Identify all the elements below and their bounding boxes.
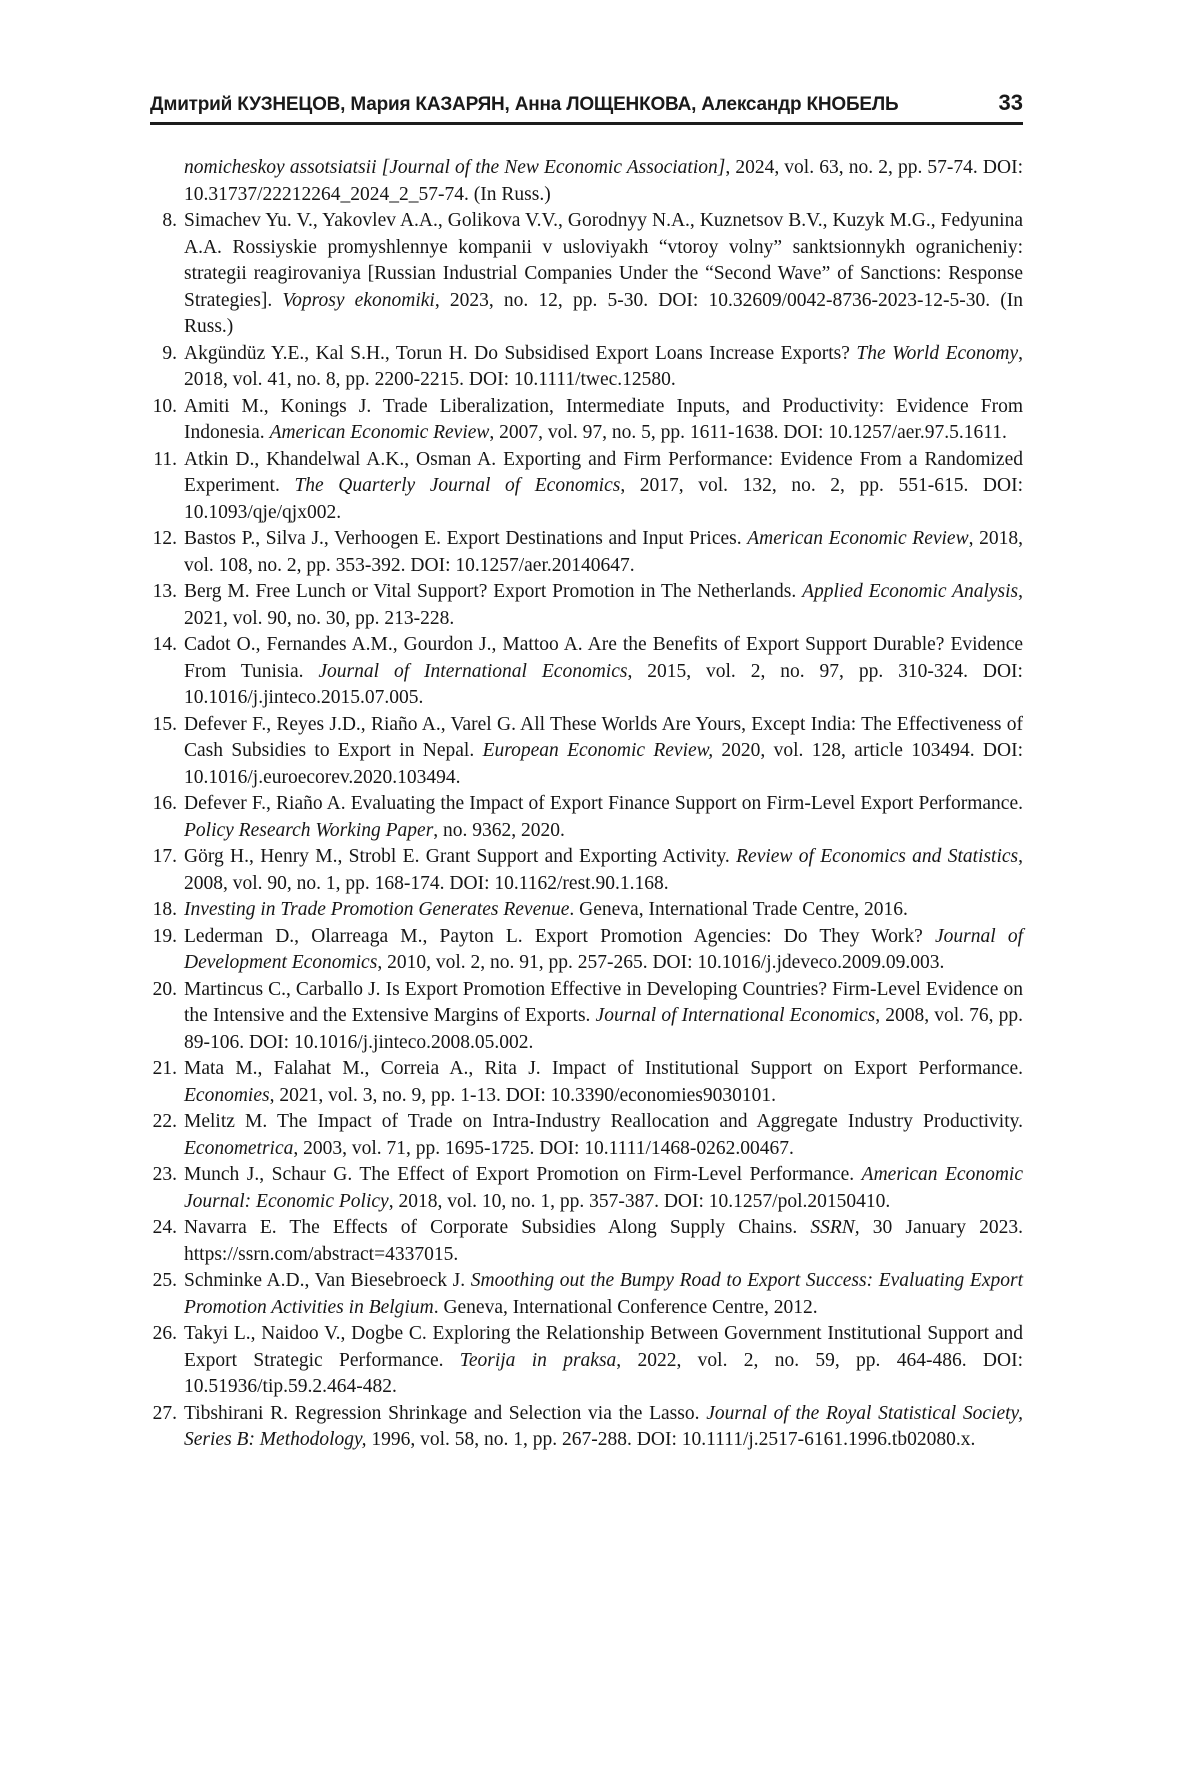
reference-text: Melitz M. The Impact of Trade on Intra-Industry Reallocation and Aggregate Industry Productivity. Econometrica, 2003, vol. 71, pp. 1695-1725. DOI: 10.1111/1468-0262.00467.	[184, 1111, 1023, 1159]
reference-item	[150, 632, 1023, 712]
reference-text: Navarra E. The Effects of Corporate Subsidies Along Supply Chains. SSRN, 30 January 2023. https://ssrn.com/abstract=4337015.	[184, 1217, 1023, 1265]
reference-text: Defever F., Riaño A. Evaluating the Impact of Export Finance Support on Firm-Level Export Performance. Policy Research Working Paper, no. 9362, 2020.	[184, 793, 1023, 841]
reference-item	[150, 791, 1023, 844]
reference-text: Atkin D., Khandelwal A.K., Osman A. Exporting and Firm Performance: Evidence From a Randomized Experiment. The Quarterly Journal of Economics, 2017, vol. 132, no. 2, pp. 551-615. DOI: 10.1093/qje/qjx002.	[184, 448, 1023, 523]
reference-item	[150, 341, 1023, 394]
reference-number: 27.	[152, 1402, 177, 1424]
reference-text: Tibshirani R. Regression Shrinkage and Selection via the Lasso. Journal of the Royal Statistical Society, Series B: Methodology, 1996, vol. 58, no. 1, pp. 267-288. DOI: 10.1111/j.2517-6161.1996.tb02080.x.	[184, 1402, 1023, 1450]
reference-number: 23.	[152, 1164, 177, 1185]
reference-item	[150, 447, 1023, 527]
reference-number: 21.	[152, 1058, 177, 1079]
reference-number: 9.	[162, 342, 177, 364]
reference-number: 24.	[152, 1217, 177, 1238]
reference-number: 14.	[152, 634, 177, 655]
reference-item	[150, 712, 1023, 792]
references-list	[150, 155, 1023, 1454]
page-number: 33	[998, 90, 1023, 115]
reference-number: 10.	[152, 395, 177, 417]
reference-item	[150, 1401, 1023, 1454]
reference-item	[150, 1162, 1023, 1215]
reference-number: 19.	[152, 925, 177, 947]
reference-number: 12.	[152, 528, 177, 549]
reference-text: Lederman D., Olarreaga M., Payton L. Export Promotion Agencies: Do They Work? Journal of Development Economics, 2010, vol. 2, no. 91, pp. 257-265. DOI: 10.1016/j.jdeveco.2009.09.003.	[184, 925, 1023, 973]
reference-item	[150, 924, 1023, 977]
reference-text: Cadot O., Fernandes A.M., Gourdon J., Mattoo A. Are the Benefits of Export Support Durable? Evidence From Tunisia. Journal of International Economics, 2015, vol. 2, no. 97, pp. 310-324. DOI: 10.1016/j.jinteco.2015.07.005.	[184, 634, 1023, 708]
reference-text: Defever F., Reyes J.D., Riaño A., Varel G. All These Worlds Are Yours, Except India: The Effectiveness of Cash Subsidies to Export in Nepal. European Economic Review, 2020, vol. 128, article 103494. DOI: 10.1016/j.euroecorev.2020.103494.	[184, 713, 1023, 788]
reference-item	[150, 844, 1023, 897]
reference-text: Munch J., Schaur G. The Effect of Export Promotion on Firm-Level Performance. American Economic Journal: Economic Policy, 2018, vol. 10, no. 1, pp. 357-387. DOI: 10.1257/pol.20150410.	[184, 1164, 1023, 1212]
reference-number: 20.	[152, 978, 177, 1000]
reference-item	[150, 1109, 1023, 1162]
reference-number: 17.	[152, 846, 177, 867]
reference-item	[150, 977, 1023, 1057]
reference-number: 8.	[162, 210, 177, 231]
reference-item	[150, 526, 1023, 579]
reference-item	[150, 1056, 1023, 1109]
reference-text: Görg H., Henry M., Strobl E. Grant Support and Exporting Activity. Review of Economics and Statistics, 2008, vol. 90, no. 1, pp. 168-174. DOI: 10.1162/rest.90.1.168.	[184, 846, 1024, 894]
reference-item	[150, 897, 1023, 924]
reference-item	[150, 1215, 1023, 1268]
reference-item	[150, 208, 1023, 341]
reference-text: nomicheskoy assotsiatsii [Journal of the New Economic Association], 2024, vol. 63, no. 2, pp. 57-74. DOI: 10.31737/22212264_2024_2_57-74. (In Russ.)	[184, 157, 1023, 205]
reference-number: 11.	[153, 448, 177, 470]
reference-number: 16.	[152, 793, 177, 814]
reference-text: Bastos P., Silva J., Verhoogen E. Export Destinations and Input Prices. American Economic Review, 2018, vol. 108, no. 2, pp. 353-392. DOI: 10.1257/aer.20140647.	[184, 528, 1023, 576]
reference-text: Schminke A.D., Van Biesebroeck J. Smoothing out the Bumpy Road to Export Success: Evaluating Export Promotion Activities in Belgium. Geneva, International Conference Centre, 2012.	[184, 1270, 1023, 1318]
reference-text: Amiti M., Konings J. Trade Liberalization, Intermediate Inputs, and Productivity: Evidence From Indonesia. American Economic Review, 2007, vol. 97, no. 5, pp. 1611-1638. DOI: 10.1257/aer.97.5.1611.	[184, 395, 1023, 443]
reference-number: 15.	[152, 713, 177, 735]
reference-text: Mata M., Falahat M., Correia A., Rita J. Impact of Institutional Support on Export Performance. Economies, 2021, vol. 3, no. 9, pp. 1-13. DOI: 10.3390/economies9030101.	[184, 1058, 1023, 1106]
reference-text: Berg M. Free Lunch or Vital Support? Export Promotion in The Netherlands. Applied Economic Analysis, 2021, vol. 90, no. 30, pp. 213-228.	[184, 581, 1023, 629]
reference-item	[150, 1321, 1023, 1401]
reference-item	[150, 579, 1023, 632]
reference-number: 26.	[152, 1323, 177, 1344]
page-header	[150, 90, 1023, 125]
reference-text: Investing in Trade Promotion Generates Revenue. Geneva, International Trade Centre, 2016.	[184, 899, 908, 920]
running-head-authors: Дмитрий КУЗНЕЦОВ, Мария КАЗАРЯН, Анна ЛОЩЕНКОВА, Александр КНОБЕЛЬ	[150, 94, 899, 115]
reference-number: 22.	[152, 1111, 177, 1132]
reference-text: Martincus C., Carballo J. Is Export Promotion Effective in Developing Countries? Firm-Level Evidence on the Intensive and the Extensive Margins of Exports. Journal of International Economics, 2008, vol. 76, pp. 89-106. DOI: 10.1016/j.jinteco.2008.05.002.	[184, 978, 1023, 1053]
reference-text: Akgündüz Y.E., Kal S.H., Torun H. Do Subsidised Export Loans Increase Exports? The World Economy, 2018, vol. 41, no. 8, pp. 2200-2215. DOI: 10.1111/twec.12580.	[184, 342, 1024, 390]
reference-number: 13.	[152, 581, 177, 602]
reference-item	[150, 1268, 1023, 1321]
reference-number: 25.	[152, 1270, 177, 1291]
reference-item-continuation	[150, 155, 1023, 208]
reference-text: Simachev Yu. V., Yakovlev A.A., Golikova V.V., Gorodnyy N.A., Kuznetsov B.V., Kuzyk M.G., Fedyunina A.A. Rossiyskie promyshlennye kompanii v usloviyakh “vtoroy volny” sanktsionnykh ogranicheniy: strategii reagirovaniya [Russian Industrial Companies Under the “Second Wave” of Sanctions: Response Strategies]. Voprosy ekonomiki, 2023, no. 12, pp. 5-30. DOI: 10.32609/0042-8736-2023-12-5-30. (In Russ.)	[184, 210, 1023, 337]
reference-text: Takyi L., Naidoo V., Dogbe C. Exploring the Relationship Between Government Institutional Support and Export Strategic Performance. Teorija in praksa, 2022, vol. 2, no. 59, pp. 464-486. DOI: 10.51936/tip.59.2.464-482.	[184, 1323, 1023, 1397]
reference-item	[150, 394, 1023, 447]
reference-number: 18.	[152, 899, 177, 920]
